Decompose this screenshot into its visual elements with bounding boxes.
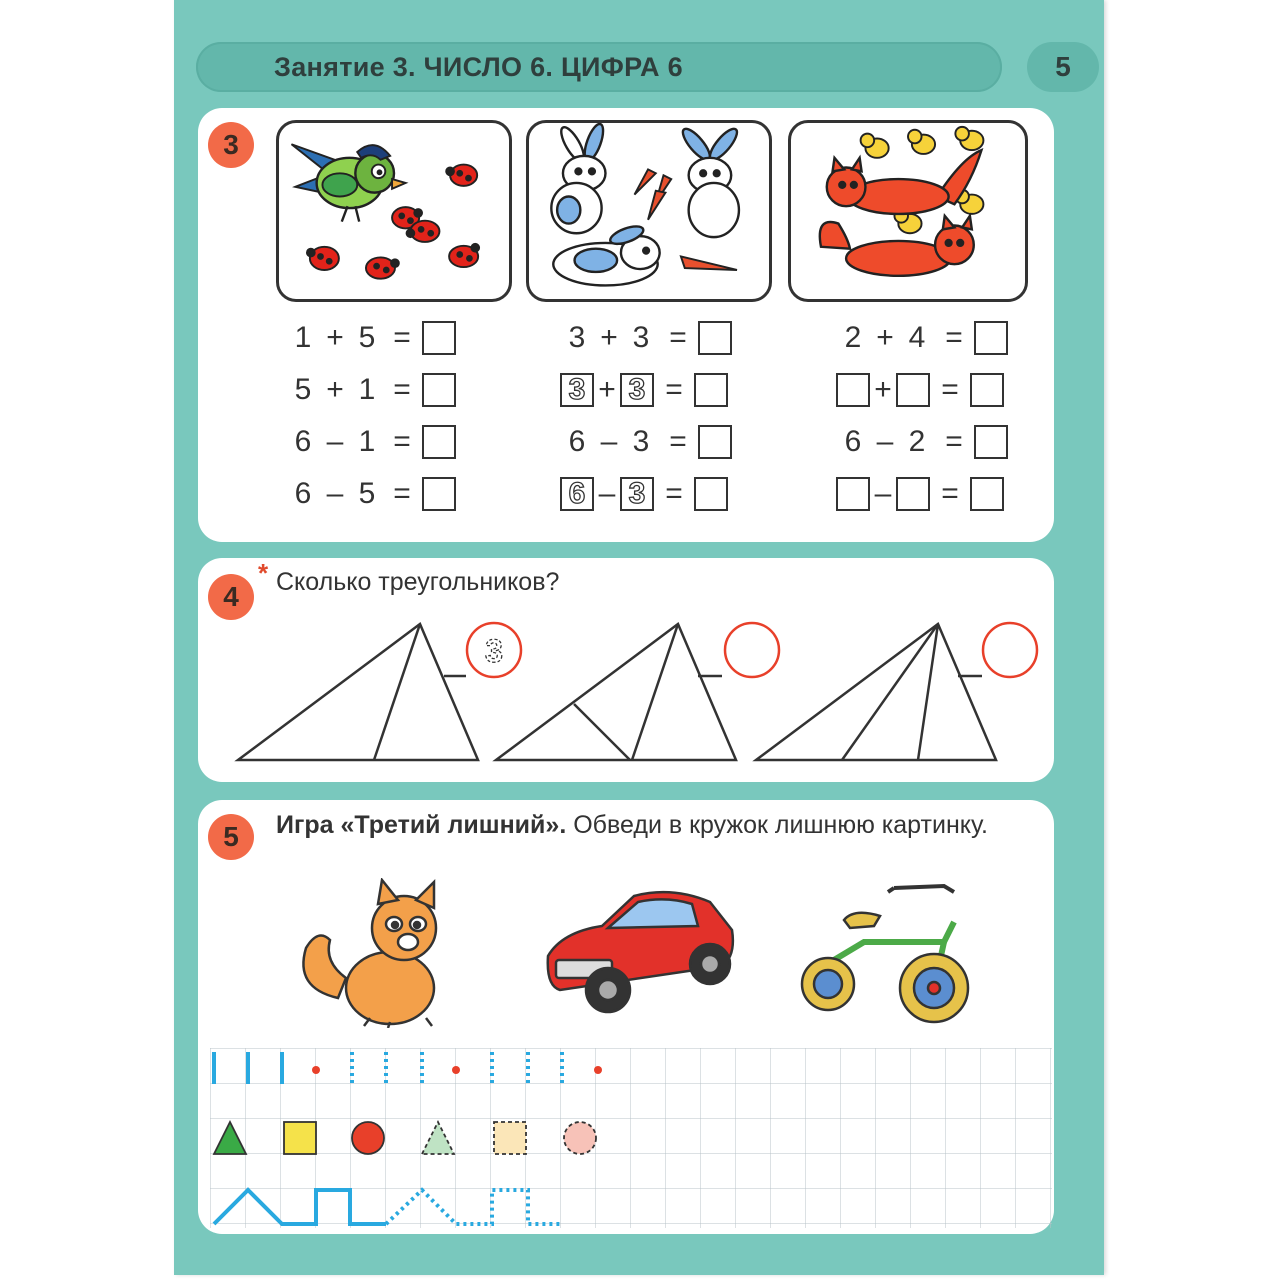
triangles-figures xyxy=(198,558,1054,782)
answer-box[interactable] xyxy=(974,425,1008,459)
equation: 6 – 1 = xyxy=(288,422,456,462)
answer-box[interactable] xyxy=(422,373,456,407)
game-title: Игра «Третий лишний». xyxy=(276,811,567,839)
answer-box[interactable] xyxy=(970,373,1004,407)
answer-box[interactable] xyxy=(694,373,728,407)
traced-digit-box[interactable]: 3 xyxy=(560,373,594,407)
bird-illustration xyxy=(291,144,405,221)
traced-digit-box[interactable]: 3 xyxy=(620,373,654,407)
answer-box[interactable] xyxy=(422,321,456,355)
page-number: 5 xyxy=(1027,42,1099,92)
answer-box[interactable] xyxy=(970,477,1004,511)
rabbits-carrots-illustration xyxy=(529,123,769,299)
equation: 6 – 5 = xyxy=(288,474,456,514)
blank-box[interactable] xyxy=(836,373,870,407)
header-bar xyxy=(196,42,1002,92)
copy-pattern-grid[interactable] xyxy=(210,1048,1052,1228)
answer-box[interactable] xyxy=(698,425,732,459)
task-3-panel xyxy=(198,108,1054,542)
answer-circle[interactable] xyxy=(983,623,1037,677)
triangle-figure-3 xyxy=(756,624,996,760)
page-title: Занятие 3. ЧИСЛО 6. ЦИФРА 6 xyxy=(274,52,683,82)
picture-bird-ladybugs xyxy=(276,120,512,302)
equation: 6 – 3 = xyxy=(560,474,728,514)
equation: + = xyxy=(836,370,1004,410)
task-instruction xyxy=(276,808,1036,842)
workbook-page xyxy=(174,0,1104,1275)
equation: 6 – 2 = xyxy=(836,422,1008,462)
picture-cat[interactable] xyxy=(294,878,464,1028)
task-number-badge: 4 xyxy=(208,574,254,620)
triangle-figure-1 xyxy=(238,624,478,760)
answer-box[interactable] xyxy=(974,321,1008,355)
instruction-text: Обведи в кружок лишнюю картинку. xyxy=(573,811,988,839)
example-answer: 3 xyxy=(485,633,503,669)
answer-box[interactable] xyxy=(694,477,728,511)
equation: 2 + 4 = xyxy=(836,318,1008,358)
picture-car[interactable] xyxy=(542,886,738,1020)
foxes-illustration xyxy=(820,150,982,276)
picture-tricycle[interactable] xyxy=(794,882,1000,1028)
difficulty-asterisk: * xyxy=(258,558,269,588)
task-number-badge: 3 xyxy=(208,122,254,168)
answer-box[interactable] xyxy=(422,477,456,511)
equation: 3 + 3 = xyxy=(560,318,732,358)
equation: 3 + 3 = xyxy=(560,370,728,410)
picture-foxes-chicks xyxy=(788,120,1028,302)
answer-box[interactable] xyxy=(698,321,732,355)
equation: 5 + 1 = xyxy=(288,370,456,410)
equation: 1 + 5 = xyxy=(288,318,456,358)
equation: 6 – 3 = xyxy=(560,422,732,462)
foxes-chicks-illustration xyxy=(791,123,1025,299)
blank-box[interactable] xyxy=(896,477,930,511)
bird-ladybugs-illustration xyxy=(279,123,509,299)
blank-box[interactable] xyxy=(836,477,870,511)
picture-rabbits-carrots xyxy=(526,120,772,302)
traced-digit-box[interactable]: 6 xyxy=(560,477,594,511)
blank-box[interactable] xyxy=(896,373,930,407)
answer-circle[interactable] xyxy=(725,623,779,677)
task-5-panel xyxy=(198,800,1054,1234)
rabbits-illustration xyxy=(551,123,741,285)
answer-box[interactable] xyxy=(422,425,456,459)
traced-digit-box[interactable]: 3 xyxy=(620,477,654,511)
triangle-figure-2 xyxy=(496,624,736,760)
task-number-badge: 5 xyxy=(208,814,254,860)
task-question: Сколько треугольников? xyxy=(276,568,560,596)
task-4-panel xyxy=(198,558,1054,782)
equation: – = xyxy=(836,474,1004,514)
